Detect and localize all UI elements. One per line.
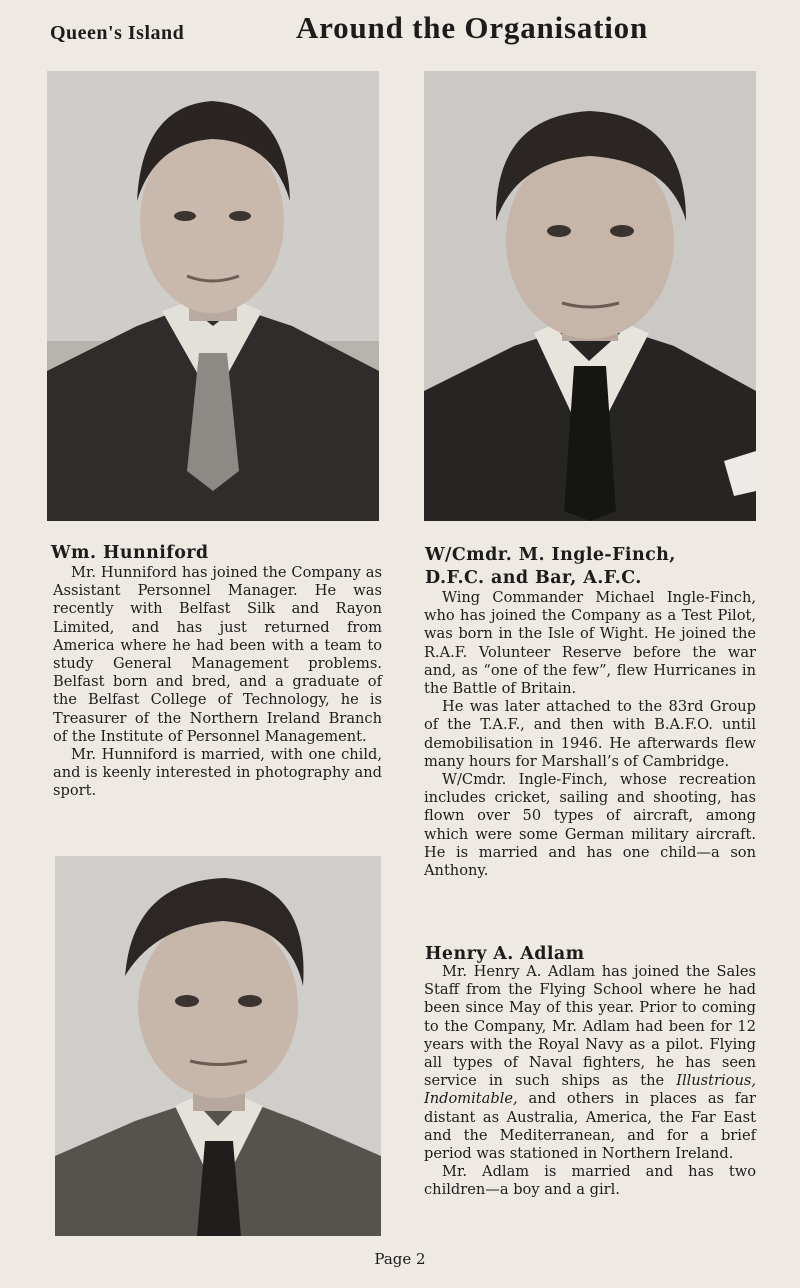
adlam-paragraph-2: Mr. Adlam is married and has two children—a boy and a girl. [424,1163,756,1199]
adlam-paragraph-1 [424,963,756,1163]
ingle-finch-heading-line-1: W/Cmdr. M. Ingle-Finch, [425,545,676,565]
adlam-heading: Henry A. Adlam [425,944,585,964]
hunniford-paragraph-2: Mr. Hunniford is married, with one child, and is keenly interested in photography and sport. [53,746,382,800]
photo-adlam [55,856,381,1236]
hunniford-text [53,564,382,801]
adlam-p1-before: Mr. Henry A. Adlam has joined the Sales Staff from the Flying School where he had been since May of this year. Prior to coming to the Company, Mr. Adlam had been for 12 years with the Royal Navy as a pilot. Flying all types of Naval fighters, he has seen service in such ships as the [424,963,756,1090]
ingle-finch-paragraph-1: Wing Commander Michael Ingle-Finch, who has joined the Company as a Test Pilot, was born in the Isle of Wight. He joined the R.A.F. Volunteer Reserve before the war and, as “one of the few”, flew Hurricanes in the Battle of Britain. [424,589,756,698]
section-title: Around the Organisation [296,10,648,45]
adlam-text [424,963,756,1200]
ingle-finch-text [424,589,756,880]
publication-name: Queen's Island [50,22,185,44]
adlam-ship-names: Illustrious, Indomitable, [424,1072,756,1108]
adlam-p1-after: and others in places as far distant as Australia, America, the Far East and the Mediterranean, and for a brief period was stationed in Northern Ireland. [424,1090,756,1163]
photo-hunniford [47,71,379,521]
page-number: Page 2 [374,1250,426,1268]
hunniford-paragraph-1: Mr. Hunniford has joined the Company as Assistant Personnel Manager. He was recently with Belfast Silk and Rayon Limited, and has just returned from America where he had been with a team to study General Management problems. Belfast born and bred, and a graduate of the Belfast College of Technology, he is Treasurer of the Northern Ireland Branch of the Institute of Personnel Management. [53,564,382,745]
ingle-finch-heading-line-2: D.F.C. and Bar, A.F.C. [425,568,642,588]
photo-ingle-finch [424,71,756,521]
ingle-finch-paragraph-2: He was later attached to the 83rd Group of the T.A.F., and then with B.A.F.O. until demobilisation in 1946. He afterwards flew many hours for Marshall’s of Cambridge. [424,698,756,770]
hunniford-heading: Wm. Hunniford [51,543,209,563]
ingle-finch-paragraph-3: W/Cmdr. Ingle-Finch, whose recreation includes cricket, sailing and shooting, has flown over 50 types of aircraft, among which were some German military aircraft. He is married and has one child—a son Anthony. [424,771,756,880]
